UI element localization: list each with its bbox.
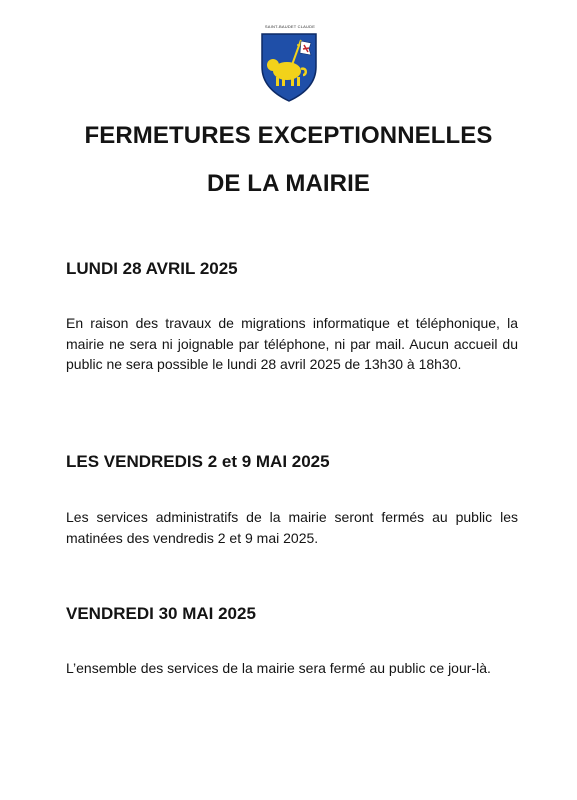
crest-caption: SAINT-BAUDET CLAUDE bbox=[264, 24, 316, 29]
page-title-line-2: DE LA MAIRIE bbox=[207, 170, 370, 197]
section-heading-may-30: VENDREDI 30 MAI 2025 bbox=[66, 604, 256, 623]
section-heading-april-28: LUNDI 28 AVRIL 2025 bbox=[66, 259, 238, 278]
section-body-may-2-9: Les services administratifs de la mairie seront fermés au public les matinées des vendredis 2 et 9 mai 2025. bbox=[66, 509, 518, 546]
coat-of-arms-icon bbox=[259, 31, 319, 103]
section-body-april-28: En raison des travaux de migrations informatique et téléphonique, la mairie ne sera ni joignable par téléphone, ni par mail. Aucun accueil du public ne sera possible le lundi 28 avril 2025 de 13h30 à 18h30. bbox=[66, 315, 518, 372]
section-body-may-30: L’ensemble des services de la mairie sera fermé au public ce jour-là. bbox=[66, 660, 491, 676]
section-heading-may-2-9: LES VENDREDIS 2 et 9 MAI 2025 bbox=[66, 452, 330, 471]
page-title-line-1: FERMETURES EXCEPTIONNELLES bbox=[84, 122, 493, 149]
